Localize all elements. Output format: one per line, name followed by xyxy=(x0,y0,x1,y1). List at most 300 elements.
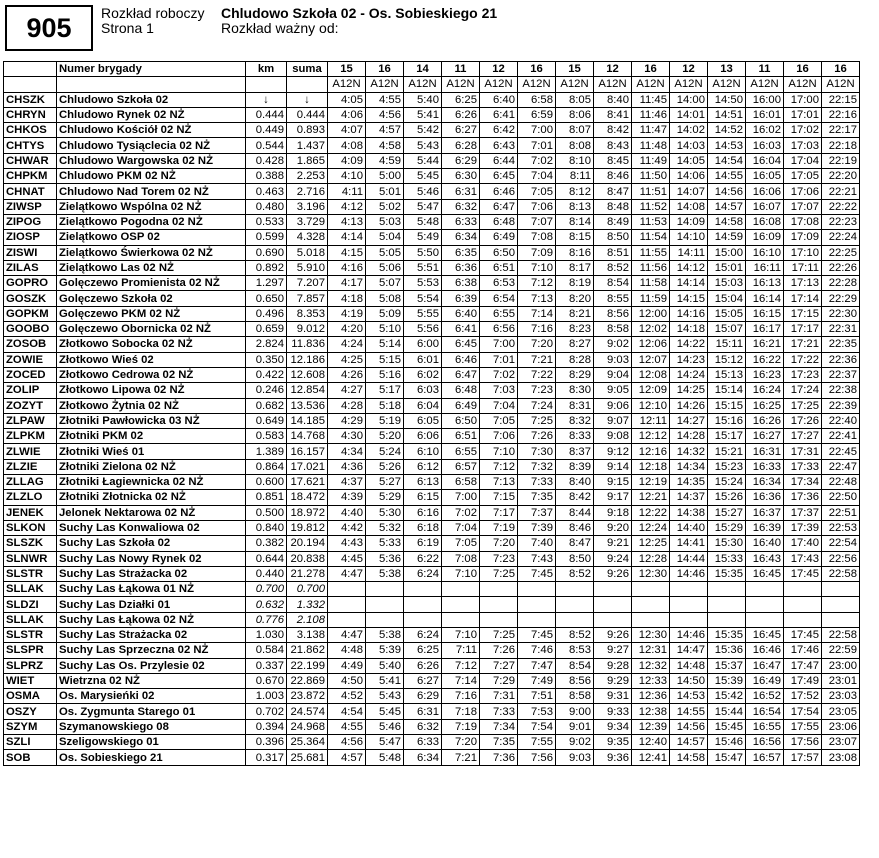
departure-time: 5:47 xyxy=(366,735,404,750)
departure-time: 7:08 xyxy=(518,230,556,245)
departure-time: 11:55 xyxy=(632,245,670,260)
departure-time: 5:55 xyxy=(404,306,442,321)
departure-time: 8:56 xyxy=(556,673,594,688)
brigade-number: 12 xyxy=(594,62,632,77)
departure-time: 7:02 xyxy=(480,367,518,382)
variant-label: A12N xyxy=(632,77,670,92)
departure-time: 17:27 xyxy=(784,429,822,444)
table-row xyxy=(4,551,860,566)
departure-time: 7:26 xyxy=(518,429,556,444)
departure-time: 23:08 xyxy=(822,750,860,765)
departure-time: 22:51 xyxy=(822,505,860,520)
departure-time: 16:23 xyxy=(746,367,784,382)
departure-time: 17:01 xyxy=(784,107,822,122)
departure-time: 6:58 xyxy=(442,475,480,490)
stop-km: 0.337 xyxy=(246,658,287,673)
departure-time: 9:18 xyxy=(594,505,632,520)
stop-name: Jelonek Nektarowa 02 NŻ xyxy=(57,505,246,520)
departure-time: 22:59 xyxy=(822,643,860,658)
departure-time: 7:29 xyxy=(480,673,518,688)
departure-time: 17:08 xyxy=(784,214,822,229)
departure-time: 7:13 xyxy=(480,475,518,490)
stop-sum: 23.872 xyxy=(287,689,328,704)
departure-time: 14:26 xyxy=(670,398,708,413)
stop-km: 0.644 xyxy=(246,551,287,566)
brigade-number: 15 xyxy=(328,62,366,77)
departure-time: 15:35 xyxy=(708,566,746,581)
stop-code: ZOLIP xyxy=(4,383,57,398)
departure-time: 17:46 xyxy=(784,643,822,658)
departure-time xyxy=(328,582,366,597)
departure-time: 23:01 xyxy=(822,673,860,688)
departure-time: 17:49 xyxy=(784,673,822,688)
departure-time: 11:50 xyxy=(632,169,670,184)
departure-time: 4:57 xyxy=(366,123,404,138)
stop-code: ZIWSP xyxy=(4,199,57,214)
stop-km: 0.659 xyxy=(246,322,287,337)
departure-time xyxy=(328,597,366,612)
departure-time: 14:53 xyxy=(708,138,746,153)
stop-sum: 24.574 xyxy=(287,704,328,719)
departure-time: 4:34 xyxy=(328,444,366,459)
departure-time: 6:47 xyxy=(480,199,518,214)
stop-sum: 3.729 xyxy=(287,214,328,229)
departure-time: 12:07 xyxy=(632,352,670,367)
departure-time: 9:35 xyxy=(594,735,632,750)
departure-time: 14:18 xyxy=(670,322,708,337)
stop-sum: 14.768 xyxy=(287,429,328,444)
departure-time xyxy=(746,612,784,627)
departure-time: 16:11 xyxy=(746,260,784,275)
departure-time: 7:43 xyxy=(518,551,556,566)
departure-time: 8:52 xyxy=(594,260,632,275)
departure-time: 15:39 xyxy=(708,673,746,688)
departure-time: 22:56 xyxy=(822,551,860,566)
departure-time xyxy=(480,612,518,627)
stop-km: 0.700 xyxy=(246,582,287,597)
stop-sum: 5.018 xyxy=(287,245,328,260)
departure-time: 15:45 xyxy=(708,719,746,734)
departure-time: 17:25 xyxy=(784,398,822,413)
stop-sum: 13.536 xyxy=(287,398,328,413)
stop-sum: 18.972 xyxy=(287,505,328,520)
departure-time: 22:23 xyxy=(822,214,860,229)
departure-time: 7:24 xyxy=(518,398,556,413)
stop-name: Złotniki Wieś 01 xyxy=(57,444,246,459)
stop-name: Zielątkowo OSP 02 xyxy=(57,230,246,245)
departure-time: 4:08 xyxy=(328,138,366,153)
variant-label: A12N xyxy=(746,77,784,92)
departure-time: 6:34 xyxy=(442,230,480,245)
departure-time: 5:43 xyxy=(366,689,404,704)
departure-time: 5:19 xyxy=(366,413,404,428)
stop-sum: 22.199 xyxy=(287,658,328,673)
departure-time: 5:20 xyxy=(366,429,404,444)
departure-time: 6:40 xyxy=(480,92,518,107)
stop-name: Złotkowo Wieś 02 xyxy=(57,352,246,367)
stop-km: 0.840 xyxy=(246,520,287,535)
departure-time: 8:50 xyxy=(556,551,594,566)
departure-time: 7:20 xyxy=(442,735,480,750)
departure-time: 16:04 xyxy=(746,153,784,168)
departure-time: 6:55 xyxy=(480,306,518,321)
departure-time: 23:05 xyxy=(822,704,860,719)
departure-time: 8:21 xyxy=(556,306,594,321)
departure-time: 7:00 xyxy=(518,123,556,138)
stop-name: Golęczewo Promienista 02 NŻ xyxy=(57,276,246,291)
stop-sum: 25.681 xyxy=(287,750,328,765)
departure-time: 7:19 xyxy=(442,719,480,734)
departure-time: 9:33 xyxy=(594,704,632,719)
departure-time: 4:17 xyxy=(328,276,366,291)
departure-time: 7:00 xyxy=(480,337,518,352)
departure-time: 12:41 xyxy=(632,750,670,765)
stop-sum: 21.278 xyxy=(287,566,328,581)
stop-name: Wietrzna 02 NŻ xyxy=(57,673,246,688)
departure-time: 5:40 xyxy=(404,92,442,107)
departure-time: 5:44 xyxy=(404,153,442,168)
departure-time: 17:47 xyxy=(784,658,822,673)
stop-code: SLSTR xyxy=(4,566,57,581)
departure-time: 7:25 xyxy=(480,627,518,642)
departure-time: 8:54 xyxy=(556,658,594,673)
stop-code: GOPKM xyxy=(4,306,57,321)
stop-code: SLNWR xyxy=(4,551,57,566)
departure-time: 7:08 xyxy=(442,551,480,566)
departure-time: 8:14 xyxy=(556,214,594,229)
departure-time: 6:10 xyxy=(404,444,442,459)
departure-time: 8:50 xyxy=(594,230,632,245)
departure-time: 22:41 xyxy=(822,429,860,444)
stop-code: CHSZK xyxy=(4,92,57,107)
stop-km: 0.444 xyxy=(246,107,287,122)
departure-time: 5:03 xyxy=(366,214,404,229)
departure-time: 22:48 xyxy=(822,475,860,490)
departure-time: 4:36 xyxy=(328,459,366,474)
departure-time: 16:56 xyxy=(746,735,784,750)
departure-time: 17:54 xyxy=(784,704,822,719)
departure-time: 6:01 xyxy=(404,352,442,367)
departure-time: 9:34 xyxy=(594,719,632,734)
departure-time: 8:46 xyxy=(594,169,632,184)
stop-name: Złotkowo Żytnia 02 NŻ xyxy=(57,398,246,413)
table-row xyxy=(4,444,860,459)
departure-time: 4:27 xyxy=(328,383,366,398)
stop-code: CHWAR xyxy=(4,153,57,168)
departure-time: 16:06 xyxy=(746,184,784,199)
variant-label: A12N xyxy=(518,77,556,92)
departure-time: 5:47 xyxy=(404,199,442,214)
stop-name: Suchy Las Łąkowa 02 NŻ xyxy=(57,612,246,627)
departure-time: 12:30 xyxy=(632,566,670,581)
departure-time: 22:30 xyxy=(822,306,860,321)
departure-time: 6:51 xyxy=(442,429,480,444)
departure-time: 17:07 xyxy=(784,199,822,214)
departure-time: 5:50 xyxy=(404,245,442,260)
departure-time: 7:23 xyxy=(518,383,556,398)
departure-time: 12:02 xyxy=(632,322,670,337)
stop-sum: 19.812 xyxy=(287,520,328,535)
table-row xyxy=(4,475,860,490)
brigade-number: 14 xyxy=(404,62,442,77)
departure-time: 11:52 xyxy=(632,199,670,214)
departure-time xyxy=(404,597,442,612)
departure-time: 4:56 xyxy=(328,735,366,750)
departure-time: 6:25 xyxy=(404,643,442,658)
departure-time: 17:39 xyxy=(784,520,822,535)
stop-sum: 0.444 xyxy=(287,107,328,122)
departure-time: 6:39 xyxy=(442,291,480,306)
departure-time: 7:30 xyxy=(518,444,556,459)
stop-code: WIET xyxy=(4,673,57,688)
departure-time: 12:09 xyxy=(632,383,670,398)
departure-time: 5:39 xyxy=(366,643,404,658)
departure-time: 22:24 xyxy=(822,230,860,245)
departure-time: 5:08 xyxy=(366,291,404,306)
departure-time: 16:26 xyxy=(746,413,784,428)
stop-sum: 17.621 xyxy=(287,475,328,490)
table-row xyxy=(4,689,860,704)
stop-sum: 1.332 xyxy=(287,597,328,612)
departure-time: 16:37 xyxy=(746,505,784,520)
stop-code: OSZY xyxy=(4,704,57,719)
departure-time: 9:08 xyxy=(594,429,632,444)
route-title: Chludowo Szkoła 02 - Os. Sobieskiego 21 xyxy=(221,5,498,21)
departure-time: 6:28 xyxy=(442,138,480,153)
departure-time: 17:00 xyxy=(784,92,822,107)
departure-time: 7:02 xyxy=(518,153,556,168)
departure-time: 14:15 xyxy=(670,291,708,306)
stop-name: Golęczewo Szkoła 02 xyxy=(57,291,246,306)
stop-code: SOB xyxy=(4,750,57,765)
departure-time: 15:37 xyxy=(708,658,746,673)
departure-time: 5:27 xyxy=(366,475,404,490)
departure-time: 14:58 xyxy=(708,214,746,229)
stop-sum: 21.862 xyxy=(287,643,328,658)
departure-time: 14:28 xyxy=(670,429,708,444)
departure-time: 15:29 xyxy=(708,520,746,535)
departure-time: 9:15 xyxy=(594,475,632,490)
departure-time: 14:09 xyxy=(670,214,708,229)
departure-time: 15:42 xyxy=(708,689,746,704)
departure-time xyxy=(556,582,594,597)
departure-time: 5:45 xyxy=(366,704,404,719)
departure-time: 5:01 xyxy=(366,184,404,199)
departure-time: 5:36 xyxy=(366,551,404,566)
stop-sum: 16.157 xyxy=(287,444,328,459)
departure-time: 17:56 xyxy=(784,735,822,750)
departure-time: 8:19 xyxy=(556,276,594,291)
departure-time: 8:51 xyxy=(594,245,632,260)
departure-time: 14:14 xyxy=(670,276,708,291)
stop-km: 0.599 xyxy=(246,230,287,245)
arrow-down-icon: ↓ xyxy=(287,92,328,107)
departure-time: 6:24 xyxy=(404,627,442,642)
departure-time: 8:47 xyxy=(556,536,594,551)
departure-time: 11:48 xyxy=(632,138,670,153)
departure-time: 17:45 xyxy=(784,627,822,642)
stop-km: 0.317 xyxy=(246,750,287,765)
table-row xyxy=(4,322,860,337)
departure-time: 14:44 xyxy=(670,551,708,566)
stop-km: 0.864 xyxy=(246,459,287,474)
departure-time: 16:45 xyxy=(746,566,784,581)
departure-time: 8:52 xyxy=(556,627,594,642)
departure-time: 8:54 xyxy=(594,276,632,291)
departure-time: 16:13 xyxy=(746,276,784,291)
departure-time: 15:13 xyxy=(708,367,746,382)
departure-time: 7:55 xyxy=(518,735,556,750)
stop-name: Suchy Las Konwaliowa 02 xyxy=(57,520,246,535)
departure-time: 8:30 xyxy=(556,383,594,398)
departure-time xyxy=(480,582,518,597)
table-row xyxy=(4,367,860,382)
table-row xyxy=(4,490,860,505)
departure-time: 14:58 xyxy=(670,750,708,765)
variant-label: A12N xyxy=(366,77,404,92)
departure-time: 7:36 xyxy=(480,750,518,765)
departure-time: 4:11 xyxy=(328,184,366,199)
timetable xyxy=(3,61,860,766)
departure-time: 12:08 xyxy=(632,367,670,382)
stop-sum: 3.196 xyxy=(287,199,328,214)
departure-time: 14:03 xyxy=(670,138,708,153)
departure-time: 6:58 xyxy=(518,92,556,107)
departure-time: 7:10 xyxy=(518,260,556,275)
departure-time xyxy=(594,582,632,597)
departure-time: 4:37 xyxy=(328,475,366,490)
departure-time: 8:20 xyxy=(556,291,594,306)
departure-time: 17:03 xyxy=(784,138,822,153)
stop-name: Zielątkowo Pogodna 02 NŻ xyxy=(57,214,246,229)
departure-time: 23:03 xyxy=(822,689,860,704)
stop-km: 0.670 xyxy=(246,673,287,688)
stop-code: ZOSOB xyxy=(4,337,57,352)
brigade-number: 16 xyxy=(366,62,404,77)
departure-time xyxy=(594,612,632,627)
departure-time: 14:35 xyxy=(670,475,708,490)
departure-time: 22:58 xyxy=(822,627,860,642)
departure-time: 15:30 xyxy=(708,536,746,551)
departure-time: 4:50 xyxy=(328,673,366,688)
departure-time: 15:26 xyxy=(708,490,746,505)
stop-code: SLDZI xyxy=(4,597,57,612)
departure-time: 7:10 xyxy=(442,627,480,642)
departure-time: 14:46 xyxy=(670,627,708,642)
table-row xyxy=(4,582,860,597)
departure-time: 15:17 xyxy=(708,429,746,444)
departure-time: 12:06 xyxy=(632,337,670,352)
table-row xyxy=(4,673,860,688)
departure-time: 14:10 xyxy=(670,230,708,245)
variant-label: A12N xyxy=(670,77,708,92)
departure-time: 22:39 xyxy=(822,398,860,413)
stop-km: 0.584 xyxy=(246,643,287,658)
departure-time: 6:05 xyxy=(404,413,442,428)
departure-time: 15:47 xyxy=(708,750,746,765)
stop-km: 0.500 xyxy=(246,505,287,520)
stop-sum: 5.910 xyxy=(287,260,328,275)
departure-time: 8:11 xyxy=(556,169,594,184)
departure-time: 7:18 xyxy=(442,704,480,719)
departure-time: 17:02 xyxy=(784,123,822,138)
departure-time: 12:19 xyxy=(632,475,670,490)
stop-km: 0.682 xyxy=(246,398,287,413)
stop-name: Złotniki Zielona 02 NŻ xyxy=(57,459,246,474)
departure-time: 4:57 xyxy=(328,750,366,765)
departure-time: 4:10 xyxy=(328,169,366,184)
departure-time: 7:51 xyxy=(518,689,556,704)
departure-time: 17:17 xyxy=(784,322,822,337)
departure-time: 6:04 xyxy=(404,398,442,413)
table-row xyxy=(4,413,860,428)
departure-time: 7:12 xyxy=(442,658,480,673)
departure-time: 11:49 xyxy=(632,153,670,168)
departure-time: 16:54 xyxy=(746,704,784,719)
departure-time: 12:18 xyxy=(632,459,670,474)
departure-time: 8:41 xyxy=(594,107,632,122)
departure-time: 14:52 xyxy=(708,123,746,138)
departure-time: 14:22 xyxy=(670,337,708,352)
stop-code: SLPRZ xyxy=(4,658,57,673)
departure-time: 15:23 xyxy=(708,459,746,474)
departure-time: 9:28 xyxy=(594,658,632,673)
departure-time xyxy=(632,612,670,627)
departure-time: 6:29 xyxy=(404,689,442,704)
departure-time: 6:46 xyxy=(442,352,480,367)
departure-time: 15:46 xyxy=(708,735,746,750)
table-row xyxy=(4,276,860,291)
departure-time: 17:24 xyxy=(784,383,822,398)
header-km: km xyxy=(246,62,287,77)
stop-code: ZLLAG xyxy=(4,475,57,490)
departure-time: 17:13 xyxy=(784,276,822,291)
departure-time: 4:09 xyxy=(328,153,366,168)
table-row xyxy=(4,306,860,321)
stop-name: Os. Marysieńki 02 xyxy=(57,689,246,704)
departure-time: 6:33 xyxy=(404,735,442,750)
departure-time: 6:13 xyxy=(404,475,442,490)
departure-time: 8:29 xyxy=(556,367,594,382)
departure-time: 16:52 xyxy=(746,689,784,704)
stop-km: 0.382 xyxy=(246,536,287,551)
header-brigade-label: Numer brygady xyxy=(57,62,246,77)
departure-time: 5:24 xyxy=(366,444,404,459)
stop-code: ZIOSP xyxy=(4,230,57,245)
departure-time: 6:33 xyxy=(442,214,480,229)
departure-time: 9:17 xyxy=(594,490,632,505)
stop-code: CHRYN xyxy=(4,107,57,122)
departure-time: 4:56 xyxy=(366,107,404,122)
departure-time: 4:24 xyxy=(328,337,366,352)
departure-time: 22:29 xyxy=(822,291,860,306)
stop-name: Zielątkowo Las 02 NŻ xyxy=(57,260,246,275)
departure-time: 16:55 xyxy=(746,719,784,734)
departure-time: 7:11 xyxy=(442,643,480,658)
departure-time: 6:50 xyxy=(480,245,518,260)
departure-time xyxy=(404,612,442,627)
table-row xyxy=(4,352,860,367)
departure-time: 9:06 xyxy=(594,398,632,413)
stop-km: 0.892 xyxy=(246,260,287,275)
departure-time: 7:05 xyxy=(480,413,518,428)
departure-time xyxy=(366,612,404,627)
departure-time: 15:27 xyxy=(708,505,746,520)
stop-km: 0.428 xyxy=(246,153,287,168)
departure-time: 4:40 xyxy=(328,505,366,520)
departure-time: 14:08 xyxy=(670,199,708,214)
departure-time: 22:18 xyxy=(822,138,860,153)
